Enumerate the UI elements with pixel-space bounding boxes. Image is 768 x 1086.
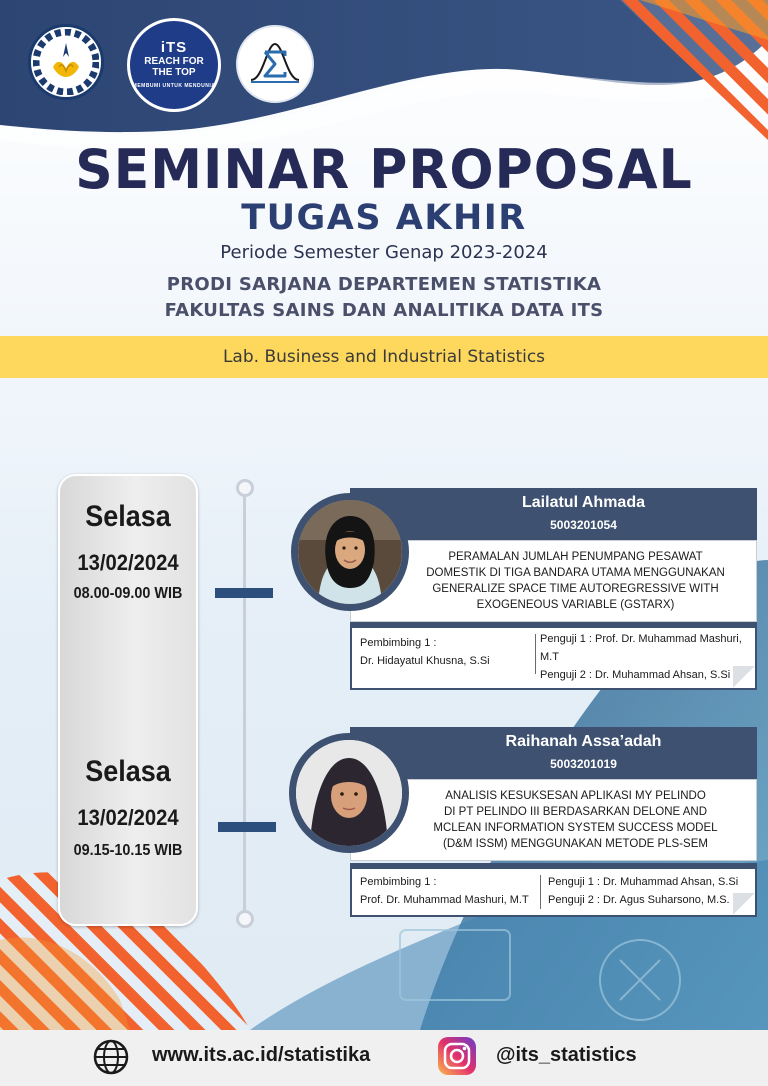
session1-day: Selasa (85, 500, 171, 533)
student-name: Raihanah Assa’adah (505, 733, 662, 750)
faculty-line: FAKULTAS SAINS DAN ANALITIKA DATA ITS (164, 300, 604, 321)
lab-name: Lab. Business and Industrial Statistics (222, 347, 546, 367)
examiner-box (350, 869, 757, 917)
student-portrait-icon (296, 740, 402, 846)
student-card-1 (350, 488, 757, 690)
timeline-end-dot (236, 910, 254, 928)
reach-logo-line1: REACH FOR (144, 55, 204, 67)
timeline-start-dot (236, 479, 254, 497)
examiner-block (548, 873, 758, 909)
reach-for-the-top-logo (127, 18, 221, 112)
thesis-line: ANALISIS KESUKSESAN APLIKASI MY PELINDO (445, 790, 706, 802)
student-photo-1 (291, 493, 409, 611)
session2-time: 09.15-10.15 WIB (73, 842, 183, 859)
thesis-title (401, 788, 750, 852)
thesis-line: DOMESTIK DI TIGA BANDARA UTAMA MENGGUNAKAN (426, 567, 725, 579)
examiner-block (540, 630, 758, 684)
session2-day: Selasa (85, 755, 171, 788)
supervisor-name: Prof. Dr. Muhammad Mashuri, M.T (360, 894, 529, 906)
page-fold-corner (733, 666, 755, 688)
lab-banner (0, 336, 768, 378)
session2-date: 13/02/2024 (77, 805, 179, 830)
reach-logo-line2: THE TOP (152, 66, 196, 78)
thesis-line: GENERALIZE SPACE TIME AUTOREGRESSIVE WITH (432, 583, 719, 595)
session1-time: 08.00-09.00 WIB (73, 585, 183, 602)
thesis-line: MCLEAN INFORMATION SYSTEM SUCCESS MODEL (433, 822, 718, 834)
its-logo (28, 24, 104, 100)
timeline-marker-session2 (218, 822, 276, 832)
supervisor-label: Pembimbing 1 : (360, 637, 437, 649)
page-title: SEMINAR PROPOSAL (75, 138, 693, 202)
thesis-box (350, 779, 757, 861)
department-line: PRODI SARJANA DEPARTEMEN STATISTIKA (166, 274, 602, 295)
timeline-marker-session1 (215, 588, 273, 598)
thesis-line: DI PT PELINDO III BERDASARKAN DELONE AND (443, 806, 708, 818)
page-subtitle: TUGAS AKHIR (241, 198, 527, 238)
timeline-line (243, 496, 246, 916)
statistika-logo (236, 25, 314, 103)
thesis-line: EXOGENEOUS VARIABLE (GSTARX) (476, 599, 675, 611)
column-divider (535, 634, 536, 674)
examiner-2: Penguji 2 : Dr. Muhammad Ahsan, S.Si (540, 669, 731, 681)
examiner-box (350, 628, 757, 690)
student-card-header (350, 488, 757, 540)
its-emblem-icon (33, 29, 99, 95)
student-photo-2 (289, 733, 409, 853)
student-name: Lailatul Ahmada (522, 494, 645, 511)
supervisor-name: Dr. Hidayatul Khusna, S.Si (360, 655, 490, 667)
supervisor-label: Pembimbing 1 : (360, 876, 437, 888)
reach-logo-tagline: MEMBUMI UNTUK MENDUNIA (132, 82, 216, 89)
examiner-1: Penguji 1 : Prof. Dr. Muhammad Mashuri, M.T (540, 633, 742, 663)
page-fold-corner (733, 893, 755, 915)
globe-icon (92, 1038, 130, 1076)
student-portrait-icon (298, 500, 402, 604)
thesis-line: PERAMALAN JUMLAH PENUMPANG PESAWAT (448, 551, 703, 563)
session1-date: 13/02/2024 (77, 550, 179, 575)
instagram-icon (437, 1036, 477, 1076)
thesis-box (350, 540, 757, 622)
thesis-line: (D&M ISSM) MENGGUNAKAN METODE PLS-SEM (443, 838, 708, 850)
examiner-2: Penguji 2 : Dr. Agus Suharsono, M.S. (548, 894, 730, 906)
thesis-title (401, 549, 750, 613)
website-link[interactable]: www.its.ac.id/statistika (152, 1044, 371, 1066)
student-id: 5003201019 (550, 757, 617, 771)
sigma-bell-curve-icon (245, 34, 305, 94)
supervisor-block (360, 873, 540, 909)
examiner-1: Penguji 1 : Dr. Muhammad Ahsan, S.Si (548, 876, 739, 888)
reach-logo-brand: iTS (160, 38, 188, 56)
semester-period: Periode Semester Genap 2023-2024 (220, 242, 548, 263)
instagram-handle-link[interactable]: @its_statistics (496, 1044, 637, 1066)
student-card-2 (350, 727, 757, 917)
supervisor-block (360, 634, 535, 670)
column-divider (540, 875, 541, 909)
student-card-header (350, 727, 757, 779)
student-id: 5003201054 (550, 518, 617, 532)
